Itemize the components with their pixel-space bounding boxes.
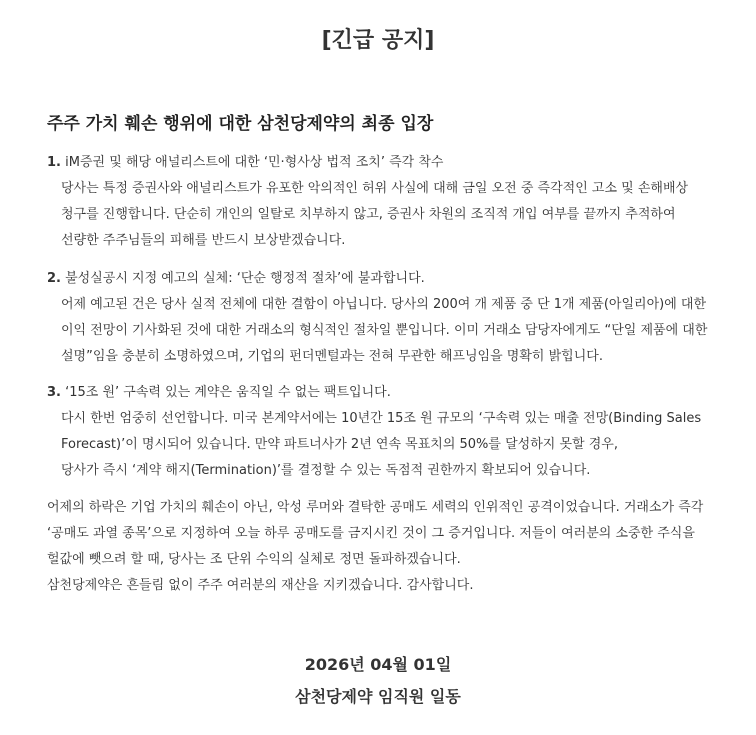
section-2 [47,266,737,370]
section-1 [47,150,737,254]
closing-line-1: 어제의 하락은 기업 가치의 훼손이 아닌, 악성 루머와 결탁한 공매도 세력의 인위적인 공격이었습니다. 거래소가 즉각 [47,500,704,515]
section-3-line-1: 다시 한번 엄중히 선언합니다. 미국 본계약서에는 10년간 15조 원 규모의 ‘구속력 있는 매출 전망(Binding Sales [61,411,702,426]
section-1-line-3: 선량한 주주님들의 피해를 반드시 보상받겠습니다. [61,233,346,248]
section-3-heading [47,380,737,406]
notice-subtitle: 주주 가치 훼손 행위에 대한 삼천당제약의 최종 입장 [47,114,434,134]
page-title: [긴급 공지] [321,28,435,53]
section-3-line-2: Forecast)’이 명시되어 있습니다. 만약 파트너사가 2년 연속 목표치의 50%를 달성하지 못할 경우, [61,437,618,452]
section-2-heading-text: 불성실공시 지정 예고의 실체: ‘단순 행정적 절차’에 불과합니다. [60,271,425,286]
section-3-heading-text: ‘15조 원’ 구속력 있는 계약은 움직일 수 없는 팩트입니다. [60,385,391,400]
section-2-heading [47,266,737,292]
section-2-line-3: 설명”임을 충분히 소명하였으며, 기업의 펀더멘털과는 전혀 무관한 해프닝임을 명확히 밝힙니다. [61,349,603,364]
section-1-number: 1. [47,155,61,170]
notice-signature: 삼천당제약 임직원 일동 [295,687,461,706]
notice-date: 2026년 04월 01일 [304,655,452,674]
closing-line-2: ‘공매도 과열 종목’으로 지정하여 오늘 하루 공매도를 금지시킨 것이 그 증거입니다. 저들이 여러분의 소중한 주식을 [47,526,695,541]
section-3-number: 3. [47,385,61,400]
section-3-line-3: 당사가 즉시 ‘계약 해지(Termination)’를 결정할 수 있는 독점적 권한까지 확보되어 있습니다. [61,463,591,478]
section-3 [47,380,737,484]
closing-line-3: 헐값에 뺏으려 할 때, 당사는 조 단위 수익의 실체로 정면 돌파하겠습니다. [47,552,461,567]
closing-line-4: 삼천당제약은 흔들림 없이 주주 여러분의 재산을 지키겠습니다. 감사합니다. [47,578,474,593]
section-1-line-1: 당사는 특정 증권사와 애널리스트가 유포한 악의적인 허위 사실에 대해 금일 오전 중 즉각적인 고소 및 손해배상 [61,181,689,196]
closing-paragraph [47,495,737,599]
section-1-line-2: 청구를 진행합니다. 단순히 개인의 일탈로 치부하지 않고, 증권사 차원의 조직적 개입 여부를 끝까지 추적하여 [61,207,676,222]
section-2-line-1: 어제 예고된 건은 당사 실적 전체에 대한 결함이 아닙니다. 당사의 200여 개 제품 중 단 1개 제품(아일리아)에 대한 [61,297,707,312]
section-2-number: 2. [47,271,61,286]
section-1-heading-text: iM증권 및 해당 애널리스트에 대한 ‘민·형사상 법적 조치’ 즉각 착수 [60,155,444,170]
section-1-heading [47,150,737,176]
section-2-line-2: 이익 전망이 기사화된 것에 대한 거래소의 형식적인 절차일 뿐입니다. 이미 거래소 담당자에게도 “단일 제품에 대한 [61,323,708,338]
